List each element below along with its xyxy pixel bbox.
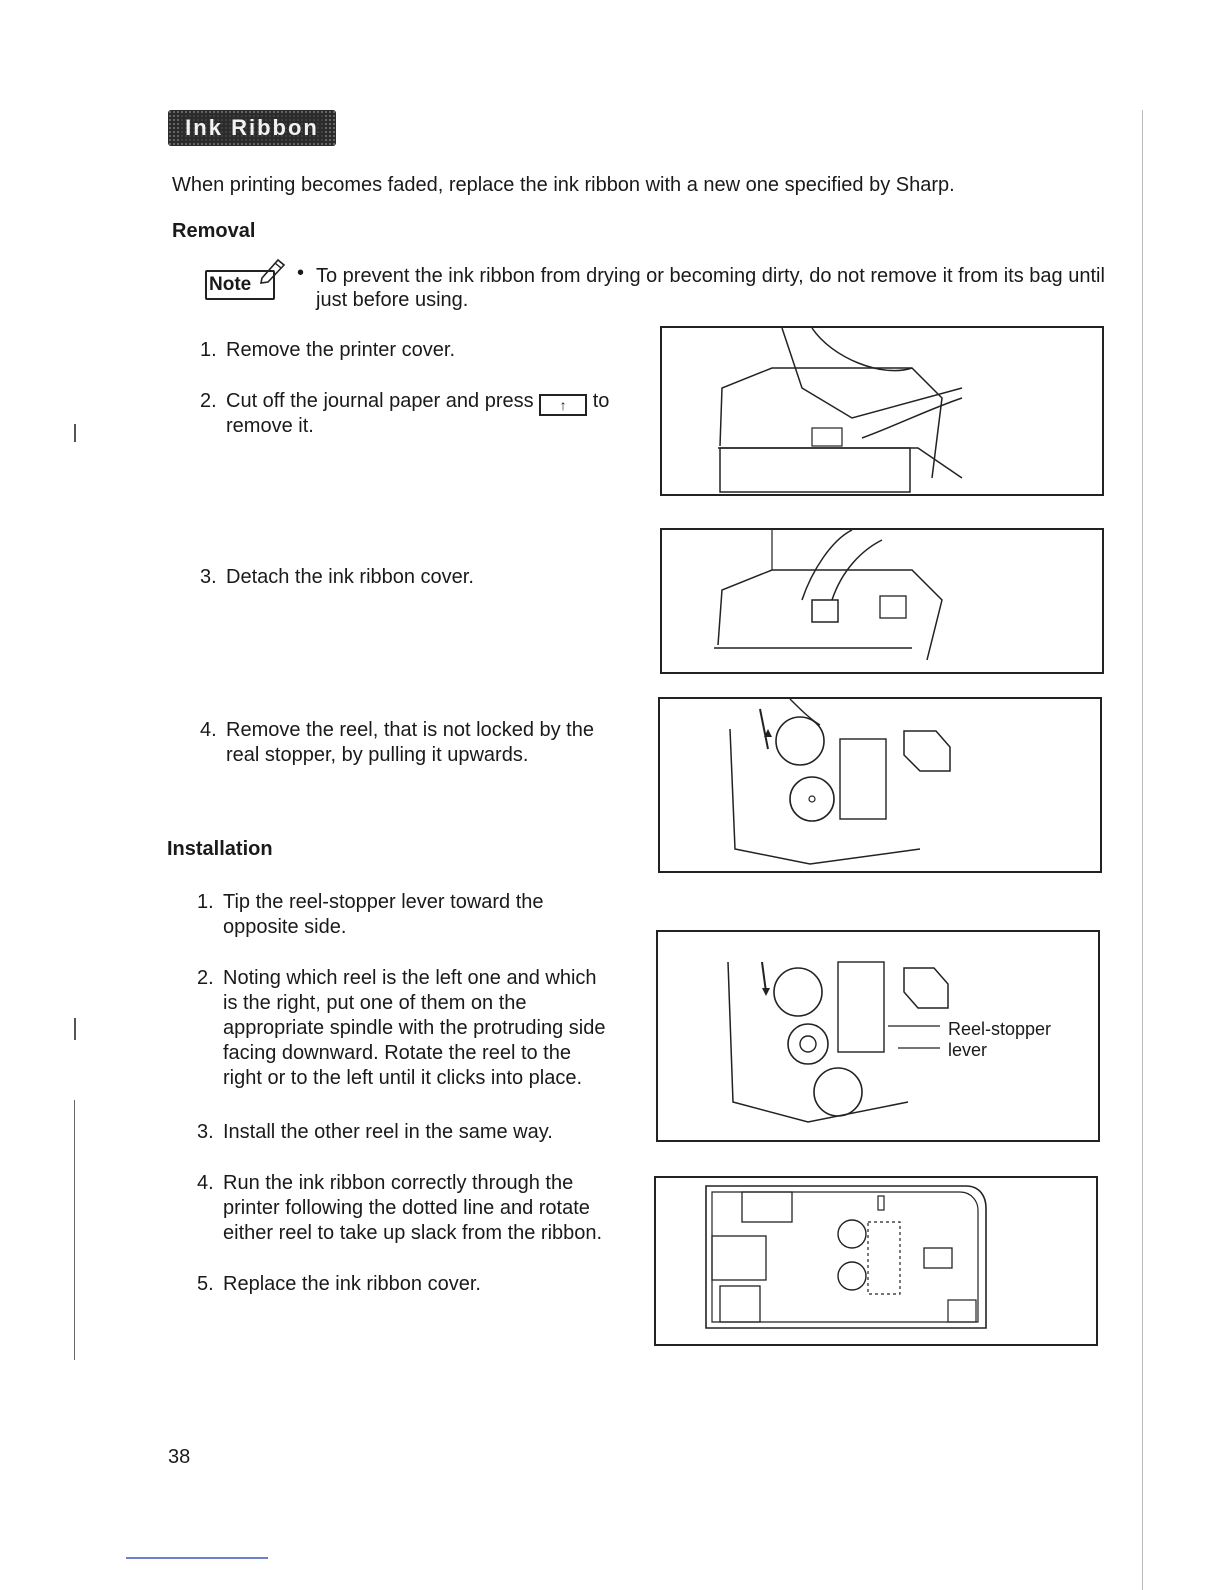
callout-lever: lever [948, 1040, 988, 1060]
step-line: appropriate spindle with the protruding side [223, 1017, 606, 1039]
removal-heading: Removal [172, 220, 256, 242]
install-step-2 [197, 966, 647, 1094]
section-title: Ink Ribbon [179, 115, 325, 141]
step-number: 1. [200, 339, 217, 361]
figure-reel-stopper [656, 930, 1100, 1142]
removal-step-4 [200, 718, 650, 770]
step-line: either reel to take up slack from the ribbon. [223, 1222, 603, 1244]
step-number: 4. [197, 1172, 214, 1194]
removal-step-3 [200, 565, 640, 591]
step-number: 2. [200, 390, 217, 412]
removal-step-1 [200, 338, 640, 364]
step-line: Noting which reel is the left one and which [223, 967, 597, 989]
pencil-icon [258, 256, 288, 284]
section-title-banner [168, 110, 336, 146]
step-text: Cut off the journal paper and press [226, 390, 534, 412]
callout-reel-stopper: Reel-stopper [948, 1019, 1052, 1039]
installation-heading: Installation [167, 838, 273, 860]
scan-mark [74, 424, 76, 442]
install-step-5 [197, 1272, 637, 1298]
step-number: 3. [200, 566, 217, 588]
step-text: Remove the reel, that is not locked by the [226, 719, 594, 741]
step-text: Remove the printer cover. [226, 339, 455, 361]
note-label: Note [209, 274, 252, 295]
note-text: To prevent the ink ribbon from drying or becoming dirty, do not remove it from its bag until just before using. [316, 265, 1105, 311]
step-number: 2. [197, 967, 214, 989]
step-number: 3. [197, 1121, 214, 1143]
figure-ribbon-routing [654, 1176, 1098, 1346]
step-text-line2: real stopper, by pulling it upwards. [226, 744, 529, 766]
receipt-feed-key: ↑ [539, 394, 587, 416]
intro-paragraph: When printing becomes faded, replace the ink ribbon with a new one specified by Sharp. [172, 174, 955, 196]
step-line: facing downward. Rotate the reel to the [223, 1042, 571, 1064]
step-text-line2: remove it. [226, 415, 314, 437]
step-number: 4. [200, 719, 217, 741]
note-bullet: • [297, 262, 305, 284]
install-step-4 [197, 1171, 647, 1249]
figure-detach-ribbon-cover [660, 528, 1104, 674]
page-number: 38 [168, 1446, 191, 1468]
step-number: 5. [197, 1273, 214, 1295]
step-line: right or to the left until it clicks into place. [223, 1067, 583, 1089]
scan-edge-line [1142, 110, 1143, 1590]
figure-remove-reel [658, 697, 1102, 873]
step-text: Detach the ink ribbon cover. [226, 566, 474, 588]
step-line: Replace the ink ribbon cover. [223, 1273, 481, 1295]
install-step-1 [197, 890, 637, 942]
step-line: printer following the dotted line and rotate [223, 1197, 590, 1219]
removal-step-2 [200, 389, 650, 441]
step-line: Run the ink ribbon correctly through the [223, 1172, 574, 1194]
step-text-cont: to [592, 390, 610, 412]
footer-rule [126, 1557, 268, 1559]
step-line: is the right, put one of them on the [223, 992, 527, 1014]
install-step-3 [197, 1120, 637, 1146]
step-line: opposite side. [223, 916, 347, 938]
step-number: 1. [197, 891, 214, 913]
scan-mark [74, 1018, 76, 1040]
step-line: Install the other reel in the same way. [223, 1121, 553, 1143]
figure-remove-printer-cover [660, 326, 1104, 496]
scan-mark [74, 1100, 75, 1360]
step-line: Tip the reel-stopper lever toward the [223, 891, 544, 913]
